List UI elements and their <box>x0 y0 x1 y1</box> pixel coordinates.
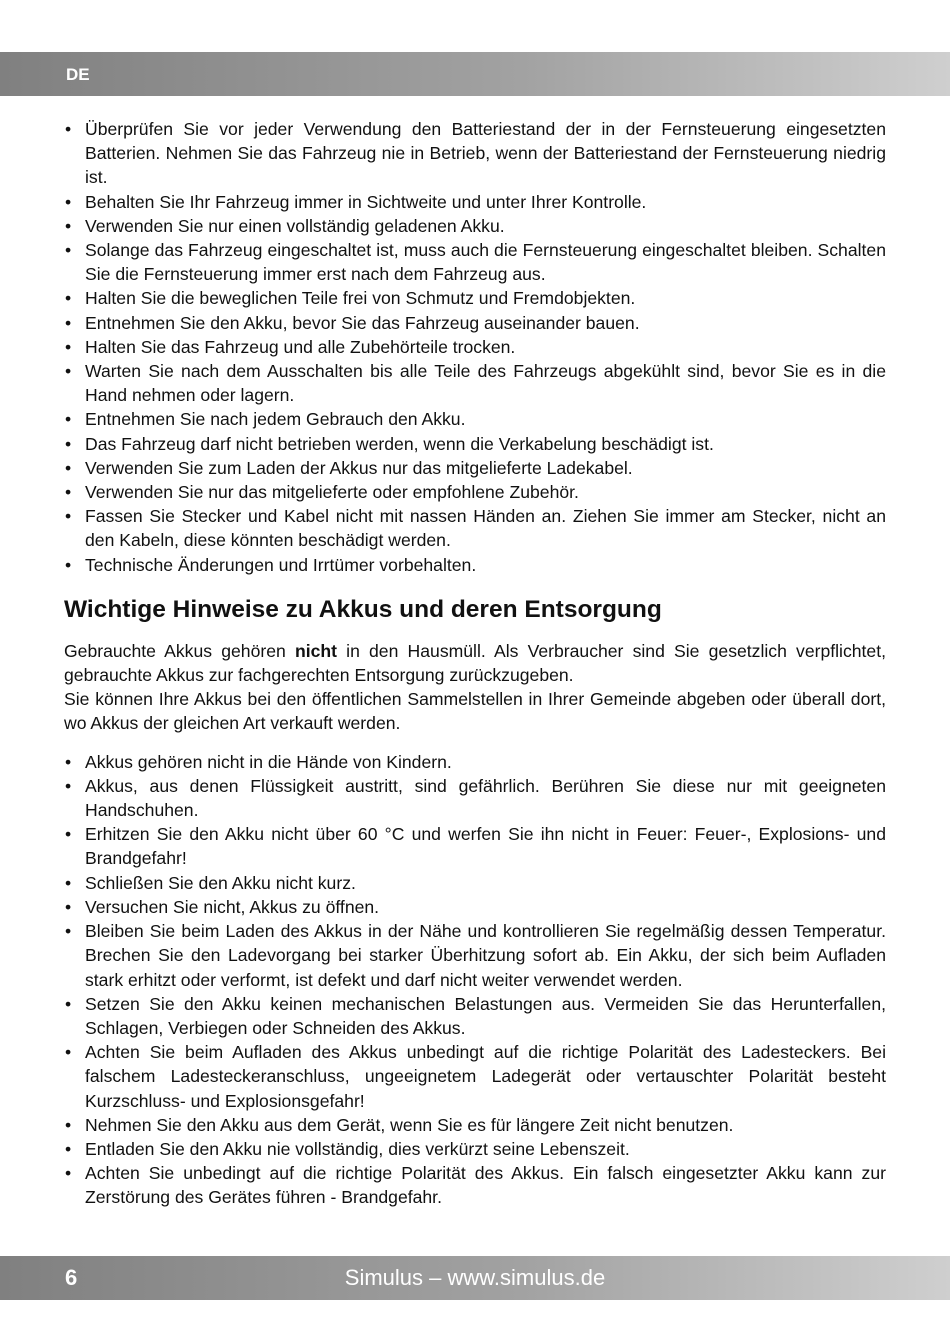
list-item: • Achten Sie beim Aufladen des Akkus unbedingt auf die richtige Polarität des Ladesteckers. Bei falschem Ladesteckeranschluss, ungeeignetem Ladegerät oder vertauschter Polarität besteht Kurzschluss- und Explosionsgefahr! <box>64 1040 886 1113</box>
list-item: • Nehmen Sie den Akku aus dem Gerät, wenn Sie es für längere Zeit nicht benutzen. <box>64 1113 886 1137</box>
list-item: • Verwenden Sie zum Laden der Akkus nur das mitgelieferte Ladekabel. <box>64 456 886 480</box>
footer-website: Simulus – www.simulus.de <box>344 1265 606 1290</box>
list-item: • Das Fahrzeug darf nicht betrieben werden, wenn die Verkabelung beschädigt ist. <box>64 432 886 456</box>
intro-paragraph-1 <box>64 639 886 687</box>
list-item: • Behalten Sie Ihr Fahrzeug immer in Sichtweite und unter Ihrer Kontrolle. <box>64 190 886 214</box>
list-item: • Verwenden Sie nur einen vollständig geladenen Akku. <box>64 214 886 238</box>
intro-text-end: in den Hausmüll. Als Verbraucher sind Sie gesetzlich verpflichtet, gebrauchte Akkus zur fachgerechten Entsorgung zurückzugeben. <box>64 640 886 686</box>
intro-paragraph-2: Sie können Ihre Akkus bei den öffentlichen Sammelstellen in Ihrer Gemeinde abgeben oder überall dort, wo Akkus der gleichen Art verkauft werden. <box>64 689 886 734</box>
list-item: • Fassen Sie Stecker und Kabel nicht mit nassen Händen an. Ziehen Sie immer am Stecker, nicht an den Kabeln, diese könnten beschädigt werden. <box>64 504 886 552</box>
list-item: • Versuchen Sie nicht, Akkus zu öffnen. <box>64 895 886 919</box>
list-item: • Setzen Sie den Akku keinen mechanischen Belastungen aus. Vermeiden Sie das Herunterfallen, Schlagen, Verbiegen oder Schneiden des Akkus. <box>64 992 886 1040</box>
page-content <box>64 117 886 1210</box>
section-title: Wichtige Hinweise zu Akkus und deren Entsorgung <box>64 595 662 623</box>
list-item: • Entnehmen Sie nach jedem Gebrauch den Akku. <box>64 407 886 431</box>
list-item: • Akkus gehören nicht in die Hände von Kindern. <box>64 750 886 774</box>
list-item: • Akkus, aus denen Flüssigkeit austritt, sind gefährlich. Berühren Sie diese nur mit geeigneten Handschuhen. <box>64 774 886 822</box>
list-item: • Erhitzen Sie den Akku nicht über 60 °C und werfen Sie ihn nicht in Feuer: Feuer-, Explosions- und Brandgefahr! <box>64 822 886 870</box>
list-item: • Halten Sie das Fahrzeug und alle Zubehörteile trocken. <box>64 335 886 359</box>
language-label: DE <box>66 65 90 84</box>
battery-list <box>64 750 886 1210</box>
list-item: • Solange das Fahrzeug eingeschaltet ist, muss auch die Fernsteuerung eingeschaltet bleiben. Schalten Sie die Fernsteuerung immer erst nach dem Fahrzeug aus. <box>64 238 886 286</box>
page-number: 6 <box>65 1265 78 1290</box>
intro-bold-word: nicht <box>294 640 337 661</box>
safety-list <box>64 117 886 577</box>
list-item: • Warten Sie nach dem Ausschalten bis alle Teile des Fahrzeugs abgekühlt sind, bevor Sie es in die Hand nehmen oder lagern. <box>64 359 886 407</box>
list-item: • Halten Sie die beweglichen Teile frei von Schmutz und Fremdobjekten. <box>64 286 886 310</box>
list-item: • Technische Änderungen und Irrtümer vorbehalten. <box>64 553 886 577</box>
intro-text-start: Gebrauchte Akkus gehören <box>64 640 295 661</box>
list-item: • Überprüfen Sie vor jeder Verwendung den Batteriestand der in der Fernsteuerung eingesetzten Batterien. Nehmen Sie das Fahrzeug nie in Betrieb, wenn der Batteriestand der Fernsteuerung niedrig ist. <box>64 117 886 190</box>
header-bar <box>0 52 950 96</box>
list-item: • Schließen Sie den Akku nicht kurz. <box>64 871 886 895</box>
footer-bar <box>0 1256 950 1300</box>
list-item: • Bleiben Sie beim Laden des Akkus in der Nähe und kontrollieren Sie regelmäßig dessen Temperatur. Brechen Sie den Ladevorgang bei starker Überhitzung sofort ab. Ein Akku, der sich beim Aufladen stark erhitzt oder verformt, ist defekt und darf nicht weiter verwendet werden. <box>64 919 886 992</box>
list-item: • Entnehmen Sie den Akku, bevor Sie das Fahrzeug auseinander bauen. <box>64 311 886 335</box>
section-intro <box>64 639 886 736</box>
list-item: • Verwenden Sie nur das mitgelieferte oder empfohlene Zubehör. <box>64 480 886 504</box>
list-item: • Entladen Sie den Akku nie vollständig, dies verkürzt seine Lebenszeit. <box>64 1137 886 1161</box>
list-item: • Achten Sie unbedingt auf die richtige Polarität des Akkus. Ein falsch eingesetzter Akku kann zur Zerstörung des Gerätes führen - Brandgefahr. <box>64 1161 886 1209</box>
